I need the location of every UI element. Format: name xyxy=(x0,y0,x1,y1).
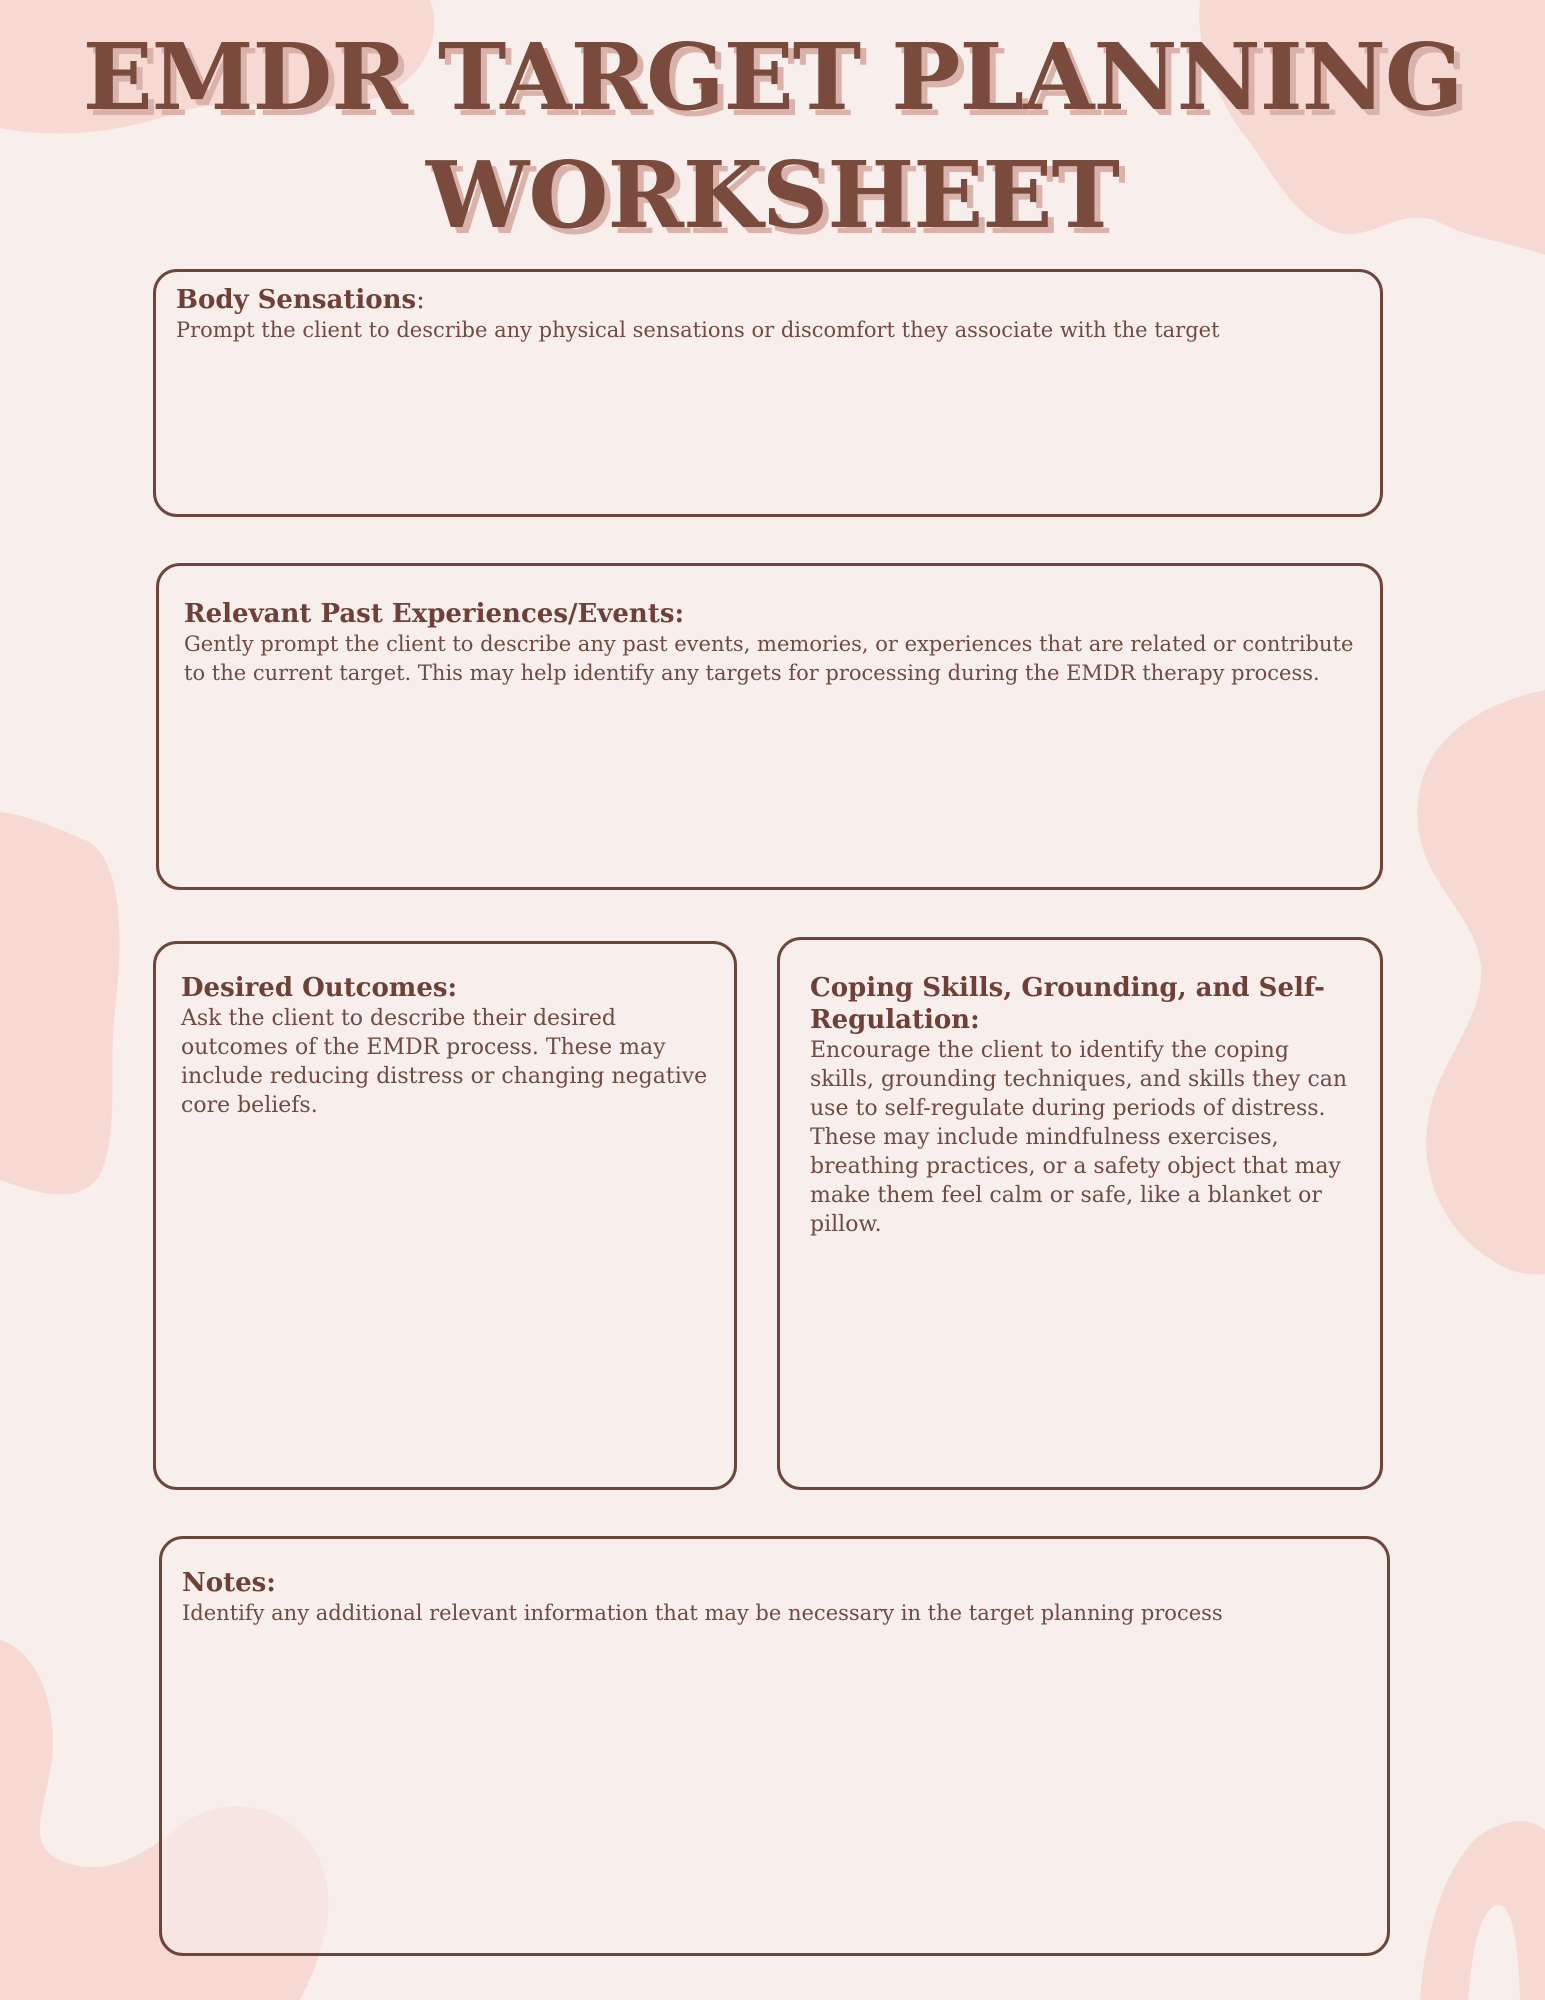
desired-outcomes-heading: Desired Outcomes: xyxy=(181,973,458,1003)
body-sensations-heading: Body Sensations: xyxy=(176,285,425,315)
notes-prompt: Identify any additional relevant information that may be necessary in the target planning process xyxy=(182,1601,1223,1625)
body-sensations-box[interactable] xyxy=(153,269,1383,517)
coping-skills-prompt: Encourage the client to identify the coping skills, grounding techniques, and skills they can use to self-regulate during periods of distress. These may include mindfulness exercises, breathing practices, or a safety object that may make them feel calm or safe, like a blanket or pillow. xyxy=(810,1038,1348,1237)
desired-outcomes-prompt: Ask the client to describe their desired outcomes of the EMDR process. These may include reducing distress or changing negative core beliefs. xyxy=(181,1006,708,1118)
past-experiences-prompt: Gently prompt the client to describe any past events, memories, or experiences that are related or contribute to the current target. This may help identify any targets for processing during the EMDR therapy process. xyxy=(184,632,1354,685)
past-experiences-box[interactable] xyxy=(156,563,1383,890)
notes-heading: Notes: xyxy=(182,1568,276,1598)
coping-skills-heading: Coping Skills, Grounding, and Self-Regulation: xyxy=(810,973,1325,1035)
page-title: EMDR TARGET PLANNING WORKSHEET xyxy=(82,23,1463,249)
coping-skills-box[interactable] xyxy=(777,937,1383,1490)
desired-outcomes-box[interactable] xyxy=(153,941,737,1490)
past-experiences-heading: Relevant Past Experiences/Events: xyxy=(184,599,685,629)
blob-left xyxy=(0,812,120,1194)
body-sensations-prompt: Prompt the client to describe any physical sensations or discomfort they associate with the target xyxy=(176,318,1220,342)
notes-box[interactable] xyxy=(159,1536,1390,1956)
blob-right xyxy=(1417,690,1545,1275)
